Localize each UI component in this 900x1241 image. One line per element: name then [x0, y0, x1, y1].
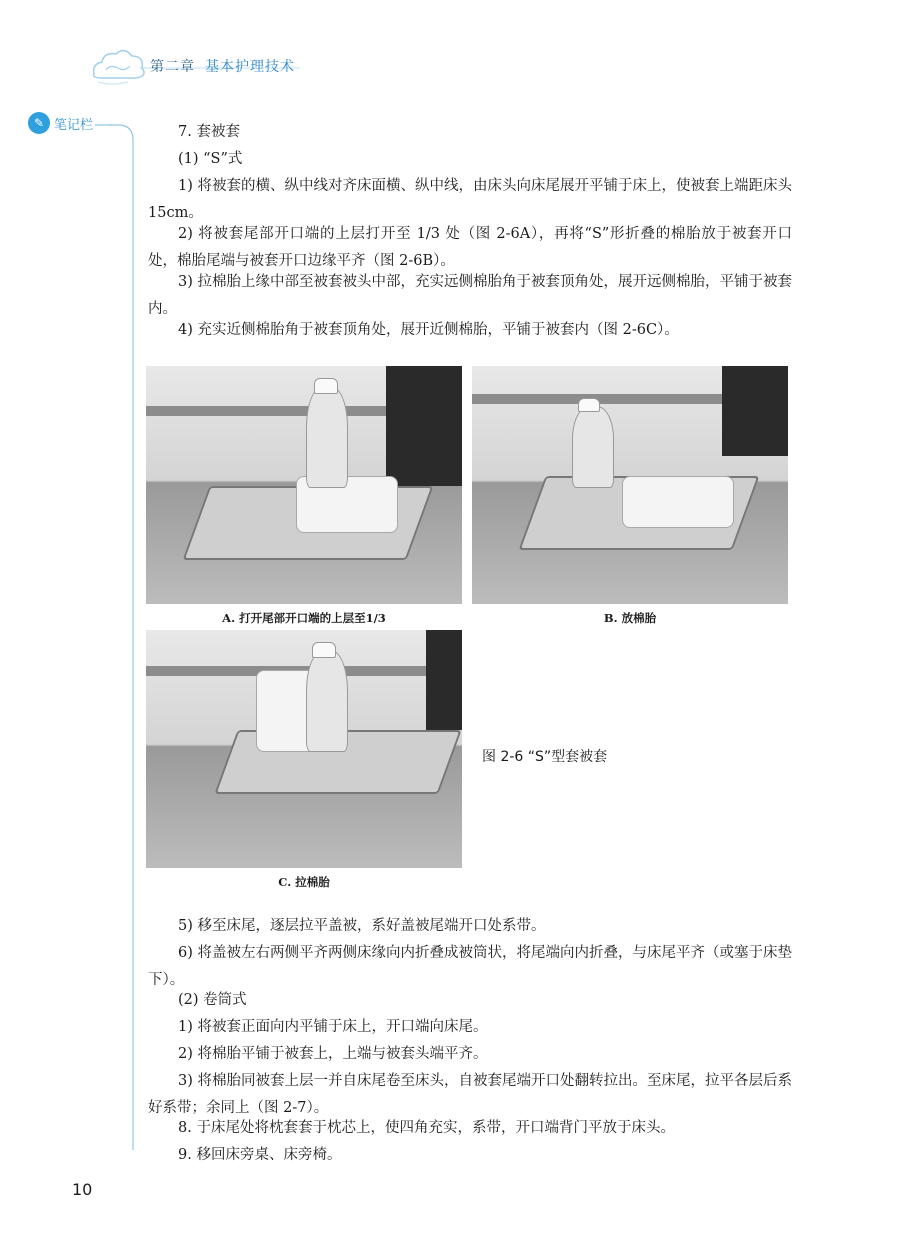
- roll-step-1: 1) 将被套正面向内平铺于床上，开口端向床尾。: [178, 1019, 488, 1035]
- step-5: 5) 移至床尾，逐层拉平盖被，系好盖被尾端开口处系带。: [178, 918, 546, 934]
- section-heading-7: 7. 套被套: [178, 124, 240, 140]
- step-4: 4) 充实近侧棉胎角于被套顶角处，展开近侧棉胎，平铺于被套内（图 2-6C）。: [178, 322, 679, 338]
- step-3: 3) 拉棉胎上缘中部至被套被头中部，充实远侧棉胎角于被套顶角处，展开远侧棉胎，平铺于被套内。: [148, 274, 792, 317]
- photo-b: [472, 366, 788, 604]
- notes-column-badge: [28, 112, 138, 136]
- step-1: 1) 将被套的横、纵中线对齐床面横、纵中线，由床头向床尾展开平铺于床上，使被套上端距床头 15cm。: [148, 178, 792, 221]
- caption-c: C. 拉棉胎: [278, 875, 330, 889]
- step-2: 2) 将被套尾部开口端的上层打开至 1/3 处（图 2-6A），再将“S”形折叠的棉胎放于被套开口处，棉胎尾端与被套开口边缘平齐（图 2-6B）。: [148, 226, 792, 269]
- roll-step-3: 3) 将棉胎同被套上层一并自床尾卷至床头，自被套尾端开口处翻转拉出。至床尾，拉平各层后系好系带；余同上（图 2-7）。: [148, 1073, 792, 1116]
- section-heading-9: 9. 移回床旁桌、床旁椅。: [178, 1147, 342, 1163]
- caption-a: A. 打开尾部开口端的上层至1/3: [222, 611, 386, 625]
- subsection-heading-roll: (2) 卷筒式: [178, 992, 247, 1008]
- notes-label: 笔记栏: [54, 118, 94, 133]
- roll-step-2: 2) 将棉胎平铺于被套上，上端与被套头端平齐。: [178, 1046, 488, 1062]
- figure-title: 图 2-6 “S”型套被套: [482, 749, 608, 765]
- subsection-heading-s: (1) “S”式: [178, 151, 243, 167]
- photo-c: [146, 630, 462, 868]
- section-heading-8: 8. 于床尾处将枕套套于枕芯上，使四角充实，系带，开口端背门平放于床头。: [178, 1120, 675, 1136]
- pencil-note-icon: ✎: [28, 112, 50, 134]
- step-6: 6) 将盖被左右两侧平齐两侧床缘向内折叠成被筒状，将尾端向内折叠，与床尾平齐（或塞于床垫下）。: [148, 945, 792, 988]
- chapter-title: 基本护理技术: [205, 59, 295, 75]
- photo-a: [146, 366, 462, 604]
- caption-b: B. 放棉胎: [603, 611, 657, 625]
- page-header: [88, 44, 408, 90]
- chapter-heading: [150, 56, 295, 76]
- cloud-logo-icon: [88, 44, 148, 88]
- chapter-number: 第二章: [150, 59, 195, 75]
- page-number: 10: [72, 1180, 93, 1199]
